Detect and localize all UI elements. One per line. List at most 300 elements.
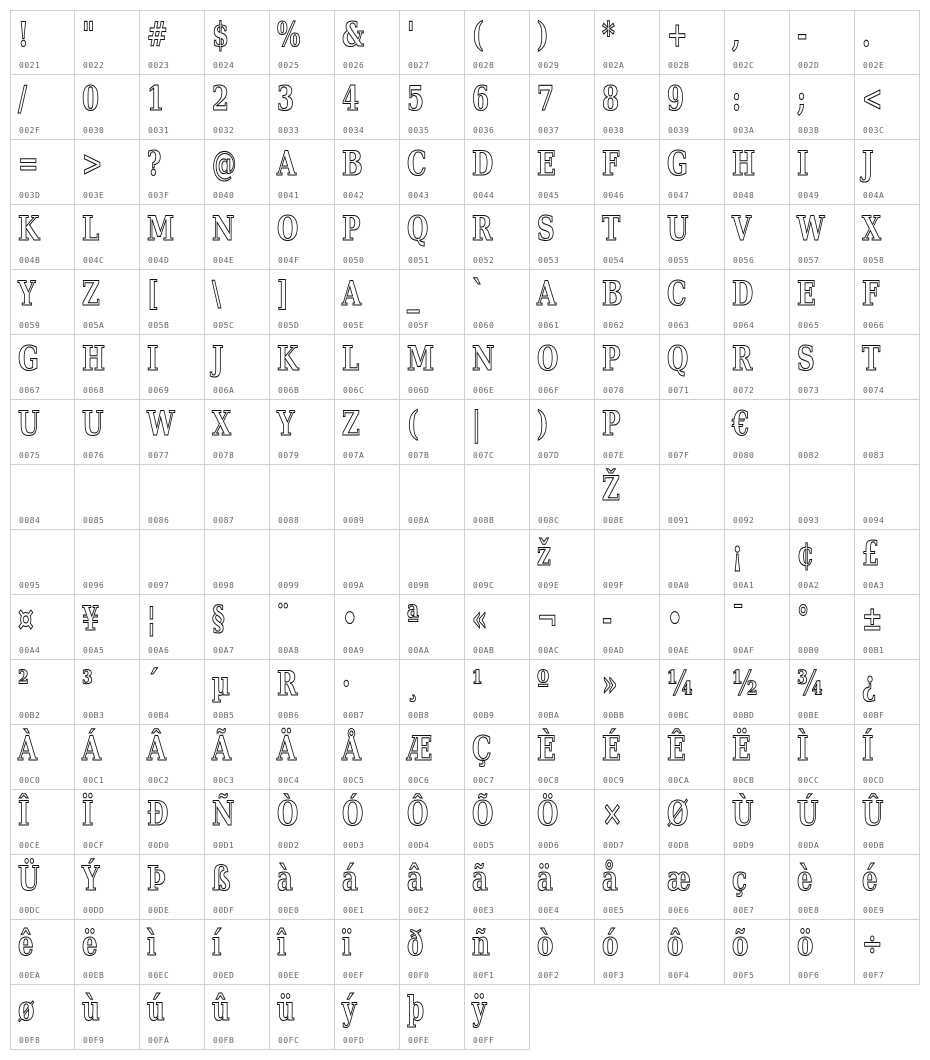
glyph-cell	[595, 855, 660, 920]
glyph-preview: •	[342, 599, 358, 639]
glyph-cell	[140, 595, 205, 660]
glyph-code-label: 0059	[19, 321, 41, 330]
glyph-code-label: 0072	[733, 386, 755, 395]
glyph-code-label: 0079	[278, 451, 300, 460]
glyph-code-label: 0074	[863, 386, 885, 395]
glyph-cell	[10, 920, 75, 985]
glyph-code-label: 009A	[343, 581, 365, 590]
glyph-cell	[530, 400, 595, 465]
glyph-preview: á	[342, 859, 358, 899]
glyph-cell	[75, 855, 140, 920]
glyph-cell	[205, 335, 270, 400]
glyph-preview: >	[82, 144, 103, 184]
glyph-preview: ë	[82, 924, 98, 964]
glyph-cell	[270, 75, 335, 140]
glyph-preview: R	[472, 209, 493, 249]
glyph-preview: ã	[472, 859, 488, 899]
glyph-preview: ç	[732, 859, 747, 899]
glyph-code-label: 008A	[408, 516, 430, 525]
glyph-cell	[530, 75, 595, 140]
glyph-preview: Ú	[797, 794, 819, 834]
glyph-preview: |	[472, 404, 481, 444]
glyph-code-label: 0071	[668, 386, 690, 395]
glyph-cell	[205, 75, 270, 140]
glyph-cell	[205, 790, 270, 855]
glyph-cell	[205, 920, 270, 985]
glyph-cell	[530, 530, 595, 595]
glyph-preview: E	[537, 144, 556, 184]
glyph-cell	[10, 140, 75, 205]
glyph-code-label: 0088	[278, 516, 300, 525]
glyph-cell	[790, 465, 855, 530]
glyph-code-label: 002B	[668, 61, 690, 70]
glyph-cell	[530, 465, 595, 530]
glyph-cell	[205, 595, 270, 660]
glyph-cell	[270, 335, 335, 400]
glyph-cell	[10, 530, 75, 595]
glyph-code-label: 0039	[668, 126, 690, 135]
glyph-preview: ¨	[277, 599, 290, 639]
glyph-cell	[855, 920, 920, 985]
glyph-preview: 4	[342, 79, 360, 119]
glyph-cell	[335, 335, 400, 400]
glyph-cell	[595, 335, 660, 400]
glyph-preview: ¡	[732, 534, 743, 574]
glyph-cell	[660, 595, 725, 660]
glyph-cell	[855, 660, 920, 725]
glyph-cell	[790, 660, 855, 725]
glyph-cell	[725, 465, 790, 530]
glyph-cell	[530, 140, 595, 205]
glyph-code-label: 007A	[343, 451, 365, 460]
glyph-code-label: 002F	[19, 126, 41, 135]
glyph-cell	[400, 595, 465, 660]
glyph-cell	[75, 75, 140, 140]
glyph-preview: !	[18, 15, 29, 55]
glyph-cell	[465, 595, 530, 660]
glyph-preview: -	[602, 599, 613, 639]
glyph-cell	[75, 595, 140, 660]
glyph-preview: Ü	[18, 859, 40, 899]
glyph-preview: æ	[667, 859, 691, 899]
glyph-code-label: 00FB	[213, 1036, 235, 1045]
glyph-code-label: 00C6	[408, 776, 430, 785]
glyph-code-label: 00F2	[538, 971, 560, 980]
glyph-cell	[270, 400, 335, 465]
glyph-preview: û	[212, 989, 230, 1029]
glyph-code-label: 00A9	[343, 646, 365, 655]
glyph-cell	[335, 140, 400, 205]
glyph-preview: í	[212, 924, 222, 964]
glyph-code-label: 00C7	[473, 776, 495, 785]
glyph-preview: ï	[342, 924, 352, 964]
glyph-preview: [	[147, 274, 159, 314]
glyph-cell	[725, 140, 790, 205]
glyph-cell	[335, 790, 400, 855]
glyph-cell	[140, 400, 205, 465]
glyph-cell	[660, 790, 725, 855]
glyph-cell	[530, 920, 595, 985]
glyph-code-label: 006B	[278, 386, 300, 395]
glyph-code-label: 0080	[733, 451, 755, 460]
glyph-code-label: 00D0	[148, 841, 170, 850]
glyph-preview: 1	[147, 79, 165, 119]
glyph-preview: Ö	[537, 794, 559, 834]
glyph-code-label: 0075	[19, 451, 41, 460]
glyph-preview: ð	[407, 924, 424, 964]
glyph-code-label: 008B	[473, 516, 495, 525]
glyph-cell	[10, 660, 75, 725]
glyph-code-label: 0086	[148, 516, 170, 525]
glyph-preview: -	[797, 15, 808, 55]
glyph-preview: E	[797, 274, 816, 314]
glyph-cell	[140, 75, 205, 140]
glyph-preview: Q	[667, 339, 689, 379]
glyph-cell	[790, 790, 855, 855]
glyph-code-label: 007D	[538, 451, 560, 460]
glyph-cell	[465, 985, 530, 1050]
glyph-cell	[855, 400, 920, 465]
glyph-code-label: 00D4	[408, 841, 430, 850]
glyph-preview: F	[862, 274, 880, 314]
glyph-preview: €	[732, 404, 750, 444]
glyph-cell	[790, 855, 855, 920]
glyph-preview: Z	[342, 404, 360, 444]
glyph-cell	[270, 595, 335, 660]
glyph-preview: ;	[797, 79, 807, 119]
glyph-cell	[790, 205, 855, 270]
glyph-preview: 6	[472, 79, 490, 119]
glyph-code-label: 0050	[343, 256, 365, 265]
glyph-code-label: 0076	[83, 451, 105, 460]
glyph-preview: .	[862, 15, 871, 55]
glyph-code-label: 004A	[863, 191, 885, 200]
glyph-code-label: 00B7	[343, 711, 365, 720]
glyph-code-label: 00AE	[668, 646, 690, 655]
glyph-preview: °	[797, 599, 810, 639]
glyph-code-label: 0053	[538, 256, 560, 265]
glyph-preview: º	[537, 664, 550, 704]
glyph-preview: ²	[18, 664, 29, 704]
glyph-code-label: 00E5	[603, 906, 625, 915]
glyph-preview: Û	[862, 794, 884, 834]
glyph-cell	[465, 205, 530, 270]
glyph-cell	[75, 530, 140, 595]
glyph-cell	[205, 660, 270, 725]
glyph-cell	[465, 270, 530, 335]
glyph-code-label: 00FD	[343, 1036, 365, 1045]
glyph-code-label: 005E	[343, 321, 365, 330]
glyph-preview: ä	[537, 859, 553, 899]
glyph-code-label: 003F	[148, 191, 170, 200]
glyph-cell	[595, 205, 660, 270]
glyph-code-label: 00E4	[538, 906, 560, 915]
glyph-cell	[270, 790, 335, 855]
glyph-cell	[465, 75, 530, 140]
glyph-code-label: 0078	[213, 451, 235, 460]
glyph-code-label: 00D1	[213, 841, 235, 850]
glyph-code-label: 00DE	[148, 906, 170, 915]
glyph-code-label: 00C0	[19, 776, 41, 785]
glyph-cell	[335, 205, 400, 270]
glyph-cell	[140, 205, 205, 270]
glyph-code-label: 006A	[213, 386, 235, 395]
glyph-code-label: 00C9	[603, 776, 625, 785]
glyph-code-label: 00AD	[603, 646, 625, 655]
glyph-preview: )	[537, 404, 549, 444]
glyph-preview: Ù	[732, 794, 754, 834]
glyph-preview: A	[342, 274, 362, 314]
glyph-code-label: 00D3	[343, 841, 365, 850]
glyph-code-label: 00B1	[863, 646, 885, 655]
glyph-preview: ø	[18, 989, 35, 1029]
glyph-preview: (	[407, 404, 419, 444]
glyph-preview: ]	[277, 274, 289, 314]
glyph-cell	[530, 725, 595, 790]
glyph-cell	[790, 140, 855, 205]
glyph-code-label: 00A1	[733, 581, 755, 590]
glyph-preview: À	[18, 729, 38, 769]
glyph-code-label: 008E	[603, 516, 625, 525]
glyph-preview: H	[82, 339, 106, 379]
glyph-preview: +	[667, 15, 688, 55]
glyph-cell	[400, 140, 465, 205]
glyph-preview: ¢	[797, 534, 815, 574]
glyph-cell	[660, 75, 725, 140]
glyph-code-label: 0022	[83, 61, 105, 70]
glyph-code-label: 00DA	[798, 841, 820, 850]
glyph-cell	[465, 920, 530, 985]
glyph-preview: R	[277, 664, 298, 704]
glyph-preview: O	[537, 339, 559, 379]
glyph-cell	[205, 10, 270, 75]
glyph-preview: ö	[797, 924, 814, 964]
glyph-code-label: 0046	[603, 191, 625, 200]
glyph-preview: X	[212, 404, 232, 444]
glyph-code-label: 00DD	[83, 906, 105, 915]
glyph-cell	[465, 660, 530, 725]
glyph-cell	[205, 140, 270, 205]
glyph-code-label: 00A6	[148, 646, 170, 655]
glyph-code-label: 00A2	[798, 581, 820, 590]
glyph-preview: =	[18, 144, 39, 184]
glyph-preview: Á	[82, 729, 102, 769]
glyph-code-label: 0030	[83, 126, 105, 135]
glyph-code-label: 009B	[408, 581, 430, 590]
glyph-code-label: 0033	[278, 126, 300, 135]
glyph-code-label: 0044	[473, 191, 495, 200]
glyph-cell	[270, 10, 335, 75]
glyph-preview: 7	[537, 79, 555, 119]
glyph-preview: 8	[602, 79, 620, 119]
glyph-preview: K	[18, 209, 40, 249]
glyph-cell	[140, 855, 205, 920]
glyph-cell	[400, 400, 465, 465]
glyph-code-label: 00B8	[408, 711, 430, 720]
glyph-code-label: 0065	[798, 321, 820, 330]
glyph-cell	[855, 530, 920, 595]
glyph-cell	[400, 660, 465, 725]
glyph-preview: Ò	[277, 794, 299, 834]
glyph-code-label: 00CF	[83, 841, 105, 850]
glyph-preview: )	[537, 15, 549, 55]
glyph-code-label: 00AB	[473, 646, 495, 655]
glyph-preview: ,	[732, 15, 741, 55]
glyph-preview: £	[862, 534, 880, 574]
glyph-code-label: 0032	[213, 126, 235, 135]
glyph-preview: å	[602, 859, 618, 899]
glyph-code-label: 00B9	[473, 711, 495, 720]
glyph-cell	[725, 270, 790, 335]
glyph-cell	[270, 205, 335, 270]
glyph-preview: \	[212, 274, 221, 314]
glyph-preview: è	[797, 859, 813, 899]
glyph-preview: Ñ	[212, 794, 235, 834]
glyph-preview: D	[732, 274, 754, 314]
glyph-code-label: 00F6	[798, 971, 820, 980]
glyph-preview: ñ	[472, 924, 490, 964]
glyph-code-label: 00FF	[473, 1036, 495, 1045]
glyph-cell	[530, 205, 595, 270]
glyph-preview: Ø	[667, 794, 689, 834]
glyph-cell	[270, 660, 335, 725]
glyph-code-label: 004D	[148, 256, 170, 265]
glyph-code-label: 006E	[473, 386, 495, 395]
glyph-code-label: 002D	[798, 61, 820, 70]
glyph-code-label: 0062	[603, 321, 625, 330]
glyph-preview: ß	[212, 859, 231, 899]
glyph-preview: :	[732, 79, 742, 119]
glyph-code-label: 005A	[83, 321, 105, 330]
glyph-code-label: 00CA	[668, 776, 690, 785]
glyph-code-label: 00C1	[83, 776, 105, 785]
glyph-preview: Ï	[82, 794, 94, 834]
glyph-cell	[205, 465, 270, 530]
glyph-preview: /	[18, 79, 27, 119]
glyph-code-label: 00B6	[278, 711, 300, 720]
glyph-cell	[335, 270, 400, 335]
glyph-preview: *	[602, 15, 615, 55]
glyph-code-label: 00EB	[83, 971, 105, 980]
glyph-preview: ¤	[18, 599, 34, 639]
glyph-cell	[75, 790, 140, 855]
glyph-preview: ê	[18, 924, 34, 964]
glyph-code-label: 0087	[213, 516, 235, 525]
glyph-cell	[595, 530, 660, 595]
glyph-code-label: 00AA	[408, 646, 430, 655]
glyph-preview: _	[407, 274, 420, 314]
glyph-preview: W	[147, 404, 175, 444]
glyph-preview: R	[732, 339, 753, 379]
glyph-code-label: 004B	[19, 256, 41, 265]
glyph-code-label: 0036	[473, 126, 495, 135]
glyph-cell	[10, 75, 75, 140]
glyph-code-label: 00E8	[798, 906, 820, 915]
glyph-preview: þ	[407, 989, 425, 1029]
glyph-preview: @	[212, 144, 237, 184]
glyph-code-label: 0097	[148, 581, 170, 590]
glyph-code-label: 0047	[668, 191, 690, 200]
glyph-cell	[10, 790, 75, 855]
glyph-cell	[725, 400, 790, 465]
glyph-preview: M	[407, 339, 435, 379]
glyph-preview: ž	[537, 534, 551, 574]
glyph-code-label: 00F1	[473, 971, 495, 980]
glyph-code-label: 00EE	[278, 971, 300, 980]
glyph-preview: ì	[147, 924, 157, 964]
glyph-code-label: 0054	[603, 256, 625, 265]
glyph-cell	[400, 725, 465, 790]
glyph-cell	[465, 725, 530, 790]
glyph-code-label: 00BD	[733, 711, 755, 720]
glyph-code-label: 003C	[863, 126, 885, 135]
glyph-code-label: 0034	[343, 126, 365, 135]
glyph-preview: ·	[342, 664, 351, 704]
glyph-preview: Ì	[797, 729, 809, 769]
glyph-grid	[10, 10, 920, 1050]
glyph-cell	[595, 75, 660, 140]
glyph-code-label: 00B4	[148, 711, 170, 720]
glyph-code-label: 0042	[343, 191, 365, 200]
glyph-cell	[10, 335, 75, 400]
glyph-preview: ¸	[407, 664, 420, 704]
glyph-cell	[10, 205, 75, 270]
glyph-preview: T	[862, 339, 881, 379]
glyph-cell	[140, 10, 205, 75]
glyph-preview: «	[472, 599, 488, 639]
glyph-code-label: 0084	[19, 516, 41, 525]
glyph-cell	[790, 595, 855, 660]
glyph-preview: Ô	[407, 794, 429, 834]
glyph-cell	[465, 140, 530, 205]
glyph-preview: N	[472, 339, 495, 379]
glyph-preview: ´	[147, 664, 160, 704]
glyph-preview: ó	[602, 924, 619, 964]
glyph-cell	[205, 270, 270, 335]
glyph-cell	[595, 465, 660, 530]
glyph-cell	[270, 920, 335, 985]
glyph-cell	[660, 400, 725, 465]
glyph-cell	[10, 465, 75, 530]
glyph-cell	[595, 660, 660, 725]
glyph-cell	[790, 335, 855, 400]
glyph-cell	[595, 400, 660, 465]
glyph-preview: S	[797, 339, 815, 379]
glyph-preview: F	[602, 144, 620, 184]
glyph-cell	[595, 920, 660, 985]
glyph-code-label: 00DF	[213, 906, 235, 915]
glyph-cell	[205, 205, 270, 270]
glyph-preview: (	[472, 15, 484, 55]
glyph-preview: Ë	[732, 729, 751, 769]
glyph-code-label: 00D7	[603, 841, 625, 850]
glyph-code-label: 007F	[668, 451, 690, 460]
glyph-code-label: 0028	[473, 61, 495, 70]
glyph-code-label: 00EC	[148, 971, 170, 980]
glyph-cell	[790, 530, 855, 595]
glyph-code-label: 0067	[19, 386, 41, 395]
glyph-code-label: 0025	[278, 61, 300, 70]
glyph-code-label: 003B	[798, 126, 820, 135]
glyph-preview: Ê	[667, 729, 686, 769]
glyph-code-label: 003E	[83, 191, 105, 200]
glyph-preview: B	[342, 144, 363, 184]
glyph-code-label: 0083	[863, 451, 885, 460]
glyph-code-label: 005D	[278, 321, 300, 330]
glyph-preview: L	[82, 209, 100, 249]
glyph-cell	[10, 595, 75, 660]
glyph-cell	[530, 270, 595, 335]
